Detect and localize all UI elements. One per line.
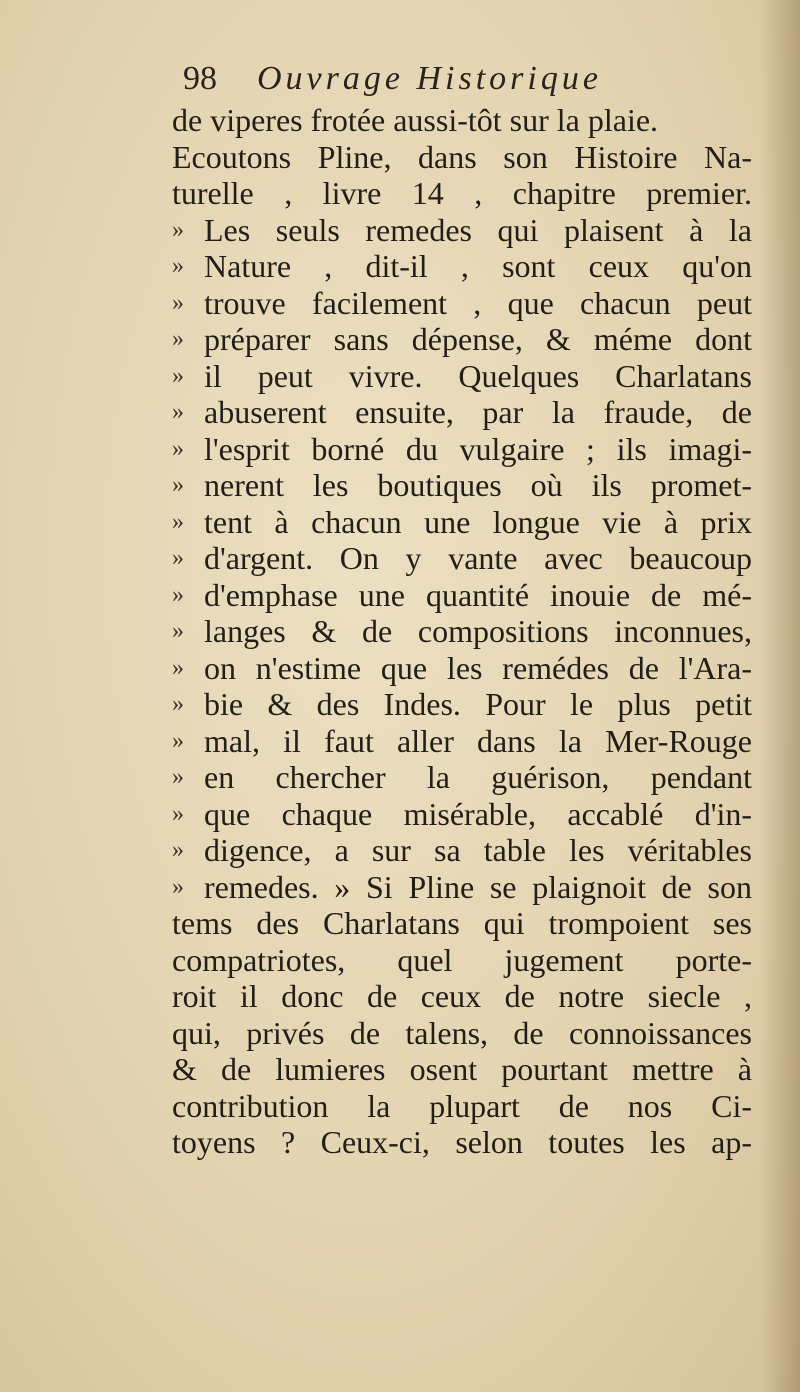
line-text: qui, privés de talens, de connoissances — [172, 1014, 752, 1051]
text-line — [172, 613, 752, 650]
line-text: trouve facilement , que chacun peut — [204, 284, 752, 321]
line-text: que chaque misérable, accablé d'in- — [204, 795, 752, 832]
text-line — [172, 394, 752, 431]
running-title: Ouvrage Historique — [257, 60, 602, 97]
text-line — [172, 832, 752, 869]
text-line — [172, 577, 752, 614]
text-line — [172, 869, 752, 906]
text-line — [172, 1015, 752, 1052]
quote-mark: » — [172, 399, 182, 425]
quote-mark: » — [172, 326, 182, 352]
text-line — [172, 248, 752, 285]
line-text: de viperes frotée aussi-tôt sur la plaie. — [172, 102, 659, 138]
page-edge-shadow — [760, 0, 800, 1392]
line-text: tems des Charlatans qui trompoient ses — [172, 905, 752, 941]
text-line — [172, 978, 752, 1015]
line-text: d'emphase une quantité inouie de mé- — [204, 576, 752, 613]
text-line — [172, 139, 752, 176]
text-line — [172, 467, 752, 504]
quote-mark: » — [172, 435, 182, 462]
quote-mark: » — [172, 873, 182, 900]
line-text: tent à chacun une longue vie à prix — [204, 503, 752, 540]
quote-mark: » — [172, 472, 182, 498]
line-text: toyens ? Ceux-ci, selon toutes les ap- — [172, 1124, 752, 1160]
text-line — [172, 905, 752, 942]
quote-mark: » — [172, 618, 182, 644]
line-text: contribution la plupart de nos Ci- — [172, 1087, 752, 1124]
text-line — [172, 1051, 752, 1088]
line-text: il peut vivre. Quelques Charlatans — [204, 357, 752, 394]
running-header — [183, 56, 723, 106]
text-line — [172, 358, 752, 395]
quote-mark: » — [172, 545, 182, 571]
text-line — [172, 759, 752, 796]
text-line — [172, 942, 752, 979]
line-text: digence, a sur sa table les véritables — [204, 832, 752, 868]
text-line — [172, 796, 752, 833]
quote-mark: » — [172, 691, 182, 717]
line-text: roit il donc de ceux de notre siecle , — [172, 978, 752, 1014]
quote-mark: » — [172, 253, 182, 279]
quote-mark: » — [172, 764, 182, 790]
line-text: remedes. » Si Pline se plaignoit de son — [204, 868, 752, 905]
quote-mark: » — [172, 216, 182, 243]
quote-mark: » — [172, 837, 182, 863]
quote-mark: » — [172, 508, 182, 535]
line-text: Ecoutons Pline, dans son Histoire Na- — [172, 138, 752, 175]
line-text: Les seuls remedes qui plaisent à la — [204, 211, 752, 248]
text-line — [172, 285, 752, 322]
line-text: turelle , livre 14 , chapitre premier. — [172, 175, 752, 211]
line-text: abuserent ensuite, par la fraude, de — [204, 394, 752, 430]
text-line — [172, 175, 752, 212]
text-line — [172, 1124, 752, 1161]
text-line — [172, 321, 752, 358]
line-text: préparer sans dépense, & méme dont — [204, 321, 752, 357]
line-text: en chercher la guérison, pendant — [204, 759, 752, 795]
text-line — [172, 1088, 752, 1125]
text-line — [172, 540, 752, 577]
line-text: & de lumieres osent pourtant mettre à — [172, 1051, 752, 1087]
quote-mark: » — [172, 289, 182, 316]
line-text: mal, il faut aller dans la Mer-Rouge — [204, 722, 752, 759]
line-text: compatriotes, quel jugement porte- — [172, 941, 752, 978]
text-line — [172, 212, 752, 249]
line-text: Nature , dit-il , sont ceux qu'on — [204, 248, 752, 284]
body-text — [172, 102, 752, 1161]
quote-mark: » — [172, 800, 182, 827]
quote-mark: » — [172, 654, 182, 681]
line-text: langes & de compositions inconnues, — [204, 613, 752, 649]
line-text: l'esprit borné du vulgaire ; ils imagi- — [204, 430, 752, 467]
text-line — [172, 102, 752, 139]
line-text: on n'estime que les remédes de l'Ara- — [204, 649, 752, 686]
quote-mark: » — [172, 362, 182, 389]
text-line — [172, 723, 752, 760]
line-text: d'argent. On y vante avec beaucoup — [204, 540, 752, 576]
text-line — [172, 504, 752, 541]
text-line — [172, 431, 752, 468]
quote-mark: » — [172, 727, 182, 754]
quote-mark: » — [172, 581, 182, 608]
page-number: 98 — [183, 60, 217, 97]
text-line — [172, 650, 752, 687]
text-line — [172, 686, 752, 723]
line-text: nerent les boutiques où ils promet- — [204, 467, 752, 503]
line-text: bie & des Indes. Pour le plus petit — [204, 686, 752, 722]
